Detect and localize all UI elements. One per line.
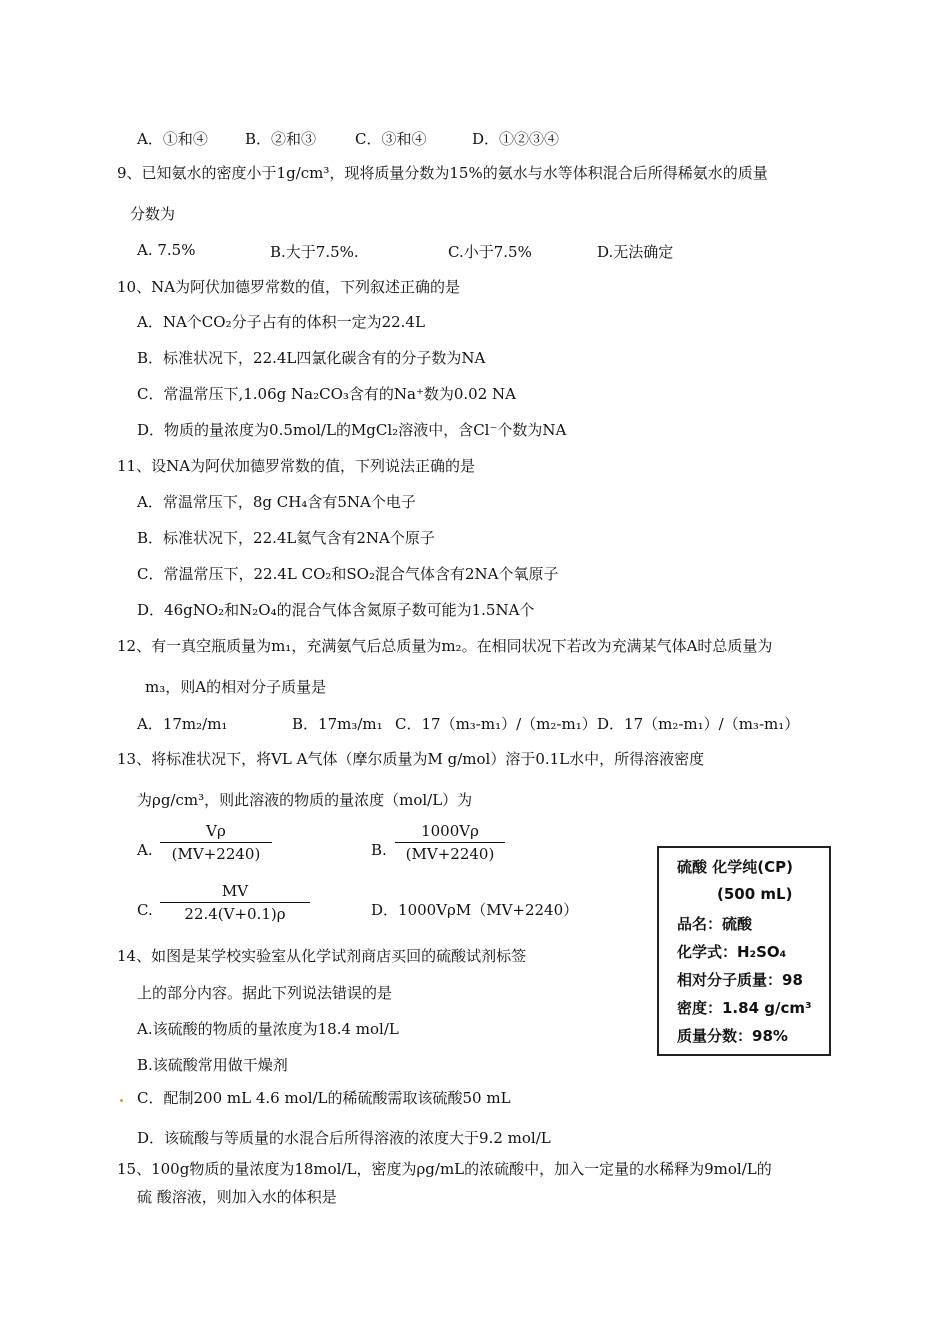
q13-stem-line1: 13、将标准状况下，将VL A气体（摩尔质量为M g/mol）溶于0.1L水中，所得溶液密度	[117, 750, 705, 768]
q13-option-c-fraction	[160, 882, 310, 923]
q14-option-b: B.该硫酸常用做干燥剂	[137, 1056, 288, 1074]
q9-option-c: C.小于7.5%	[448, 243, 532, 261]
q8-option-b: B．②和③	[245, 130, 317, 148]
q14-option-a: A.该硫酸的物质的量浓度为18.4 mol/L	[137, 1020, 399, 1038]
label-molar-mass: 相对分子质量：98	[677, 971, 803, 989]
q12-stem-line2: m₃，则A的相对分子质量是	[145, 678, 327, 696]
fraction-bar	[160, 842, 272, 843]
fraction-numerator: MV	[221, 882, 249, 900]
fraction-bar	[395, 842, 505, 843]
label-product-name: 品名：硫酸	[677, 915, 753, 933]
q10-option-a: A．NA个CO₂分子占有的体积一定为22.4L	[137, 313, 425, 331]
q14-option-c: C．配制200 mL 4.6 mol/L的稀硫酸需取该硫酸50 mL	[137, 1089, 511, 1107]
q9-stem-line1: 9、已知氨水的密度小于1g/cm³，现将质量分数为15%的氨水与水等体积混合后所得稀氨水的质量	[117, 164, 768, 182]
fraction-denominator: (MV+2240)	[405, 845, 495, 863]
q10-option-d: D．物质的量浓度为0.5mol/L的MgCl₂溶液中，含Cl⁻个数为NA	[137, 421, 567, 439]
q11-option-a: A．常温常压下，8g CH₄含有5NA个电子	[137, 493, 416, 511]
label-title: 硫酸 化学纯(CP)	[677, 858, 793, 876]
q13-stem-line2: 为ρg/cm³，则此溶液的物质的量浓度（mol/L）为	[137, 791, 473, 809]
q15-stem-line1: 15、100g物质的量浓度为18mol/L，密度为ρg/mL的浓硫酸中，加入一定量的水稀释为9mol/L的	[117, 1160, 772, 1178]
q11-option-d: D．46gNO₂和N₂O₄的混合气体含氮原子数可能为1.5NA个	[137, 601, 535, 619]
q15-stem-line2: 硫 酸溶液，则加入水的体积是	[137, 1188, 337, 1206]
fraction-denominator: 22.4(V+0.1)ρ	[184, 905, 286, 923]
reagent-label	[657, 846, 831, 1056]
q8-option-a: A．①和④	[137, 130, 208, 148]
label-formula: 化学式：H₂SO₄	[677, 943, 787, 961]
q14-stem-line1: 14、如图是某学校实验室从化学试剂商店买回的硫酸试剂标签	[117, 947, 527, 965]
q9-option-d: D.无法确定	[597, 243, 674, 261]
q11-option-c: C．常温常压下，22.4L CO₂和SO₂混合气体含有2NA个氧原子	[137, 565, 559, 583]
q13-option-a-fraction	[160, 822, 272, 863]
q12-stem-line1: 12、有一真空瓶质量为m₁，充满氨气后总质量为m₂。在相同状况下若改为充满某气体A时总质量为	[117, 637, 773, 655]
q11-option-b: B．标准状况下，22.4L氦气含有2NA个原子	[137, 529, 435, 547]
label-mass-fraction: 质量分数：98%	[677, 1027, 788, 1045]
q12-option-c: C．17（m₃-m₁）/（m₂-m₁）	[395, 715, 597, 733]
q9-option-a: A. 7.5%	[137, 241, 196, 259]
q11-stem: 11、设NA为阿伏加德罗常数的值，下列说法正确的是	[117, 457, 476, 475]
label-density: 密度：1.84 g/cm³	[677, 999, 812, 1017]
label-volume: (500 mL)	[717, 885, 793, 903]
q13-option-a-label: A.	[137, 841, 153, 859]
q12-option-d: D．17（m₂-m₁）/（m₃-m₁）	[597, 715, 800, 733]
q9-option-b: B.大于7.5%.	[270, 243, 359, 261]
q13-option-c-label: C.	[137, 901, 153, 919]
fraction-denominator: (MV+2240)	[171, 845, 261, 863]
q10-stem: 10、NA为阿伏加德罗常数的值，下列叙述正确的是	[117, 278, 461, 296]
q8-option-c: C．③和④	[355, 130, 427, 148]
q12-option-b: B．17m₃/m₁	[292, 715, 383, 733]
q12-option-a: A．17m₂/m₁	[137, 715, 228, 733]
fraction-numerator: Vρ	[206, 822, 226, 840]
q13-option-b-label: B.	[371, 841, 387, 859]
q13-option-d: D．1000VρM（MV+2240）	[371, 901, 579, 919]
fraction-numerator: 1000Vρ	[421, 822, 479, 840]
q8-option-d: D．①②③④	[472, 130, 560, 148]
q10-option-b: B．标准状况下，22.4L四氯化碳含有的分子数为NA	[137, 349, 486, 367]
fraction-bar	[160, 902, 310, 903]
q14-stem-line2: 上的部分内容。据此下列说法错误的是	[137, 984, 393, 1002]
q10-option-c: C．常温常压下,1.06g Na₂CO₃含有的Na⁺数为0.02 NA	[137, 385, 516, 403]
q9-stem-line2: 分数为	[130, 205, 176, 223]
stray-dot	[120, 1099, 123, 1102]
q14-option-d: D．该硫酸与等质量的水混合后所得溶液的浓度大于9.2 mol/L	[137, 1129, 551, 1147]
q13-option-b-fraction	[395, 822, 505, 863]
